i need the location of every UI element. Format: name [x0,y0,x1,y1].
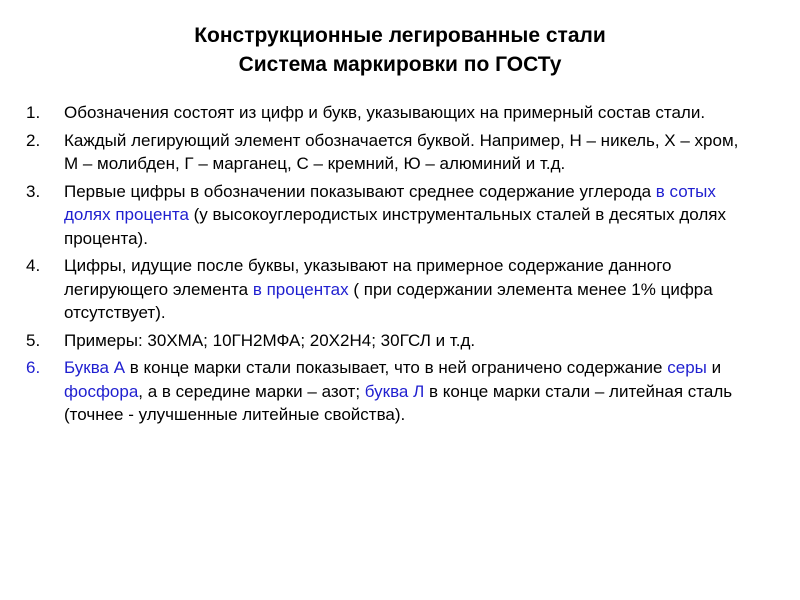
text-segment: и [706,358,722,377]
item-text [64,131,738,174]
slide-title [0,21,800,79]
text-segment: , а в середине марки – азот; [138,381,365,401]
text-segment: ( при содержании элемента менее 1% цифра отсутствует). [64,279,713,322]
numbered-list [0,101,800,431]
highlight-segment: серы [667,358,707,377]
text-segment: Первые цифры в обозначении показывают среднее содержание углерода [64,181,656,201]
item-text [64,182,726,248]
item-text [64,103,705,122]
highlight-segment: в процентах [252,279,349,299]
title-line-2: Система маркировки по ГОСТу [238,53,562,76]
item-number: 5. [26,330,41,350]
item-number: 4. [26,256,41,275]
item-number: 6. [26,358,41,377]
item-text [64,331,475,350]
item-number: 2. [26,130,41,150]
text-segment: Обозначения состоят из цифр и букв, указывающих на примерный состав стали. [64,103,706,122]
text-segment: Цифры, идущие после буквы, указывают на примерное содержание данного легирующего элемента [64,256,672,299]
highlight-segment: фосфора [64,381,139,401]
list-item [0,180,800,251]
item-text [64,256,713,322]
item-text [64,358,732,424]
text-segment: Каждый легирующий элемент обозначается буквой. Например, Н – никель, Х – хром, М – молибден, Г – марганец, С – кремний, Ю – алюминий и т.д. [64,130,739,173]
title-line-1: Конструкционные легированные стали [194,24,606,47]
highlight-segment: буква Л [364,381,425,401]
list-item [0,254,800,325]
list-item [0,356,800,427]
list-item [0,129,800,176]
text-segment: в конце марки стали показывает, что в ней ограничено содержание [125,358,668,377]
list-item [0,329,800,353]
text-segment: Примеры: 30ХМА; 10ГН2МФА; 20Х2Н4; 30ГСЛ и т.д. [64,330,476,350]
text-segment: (у высокоуглеродистых инструментальных сталей в десятых долях процента). [64,205,726,248]
item-number: 3. [26,181,41,201]
text-segment: в конце марки стали – литейная сталь (точнее - улучшенные литейные свойства). [64,381,733,424]
highlight-segment: в сотых долях процента [64,181,716,224]
highlight-segment: Буква А [64,358,126,377]
list-item [0,101,800,125]
item-number: 1. [26,103,41,122]
